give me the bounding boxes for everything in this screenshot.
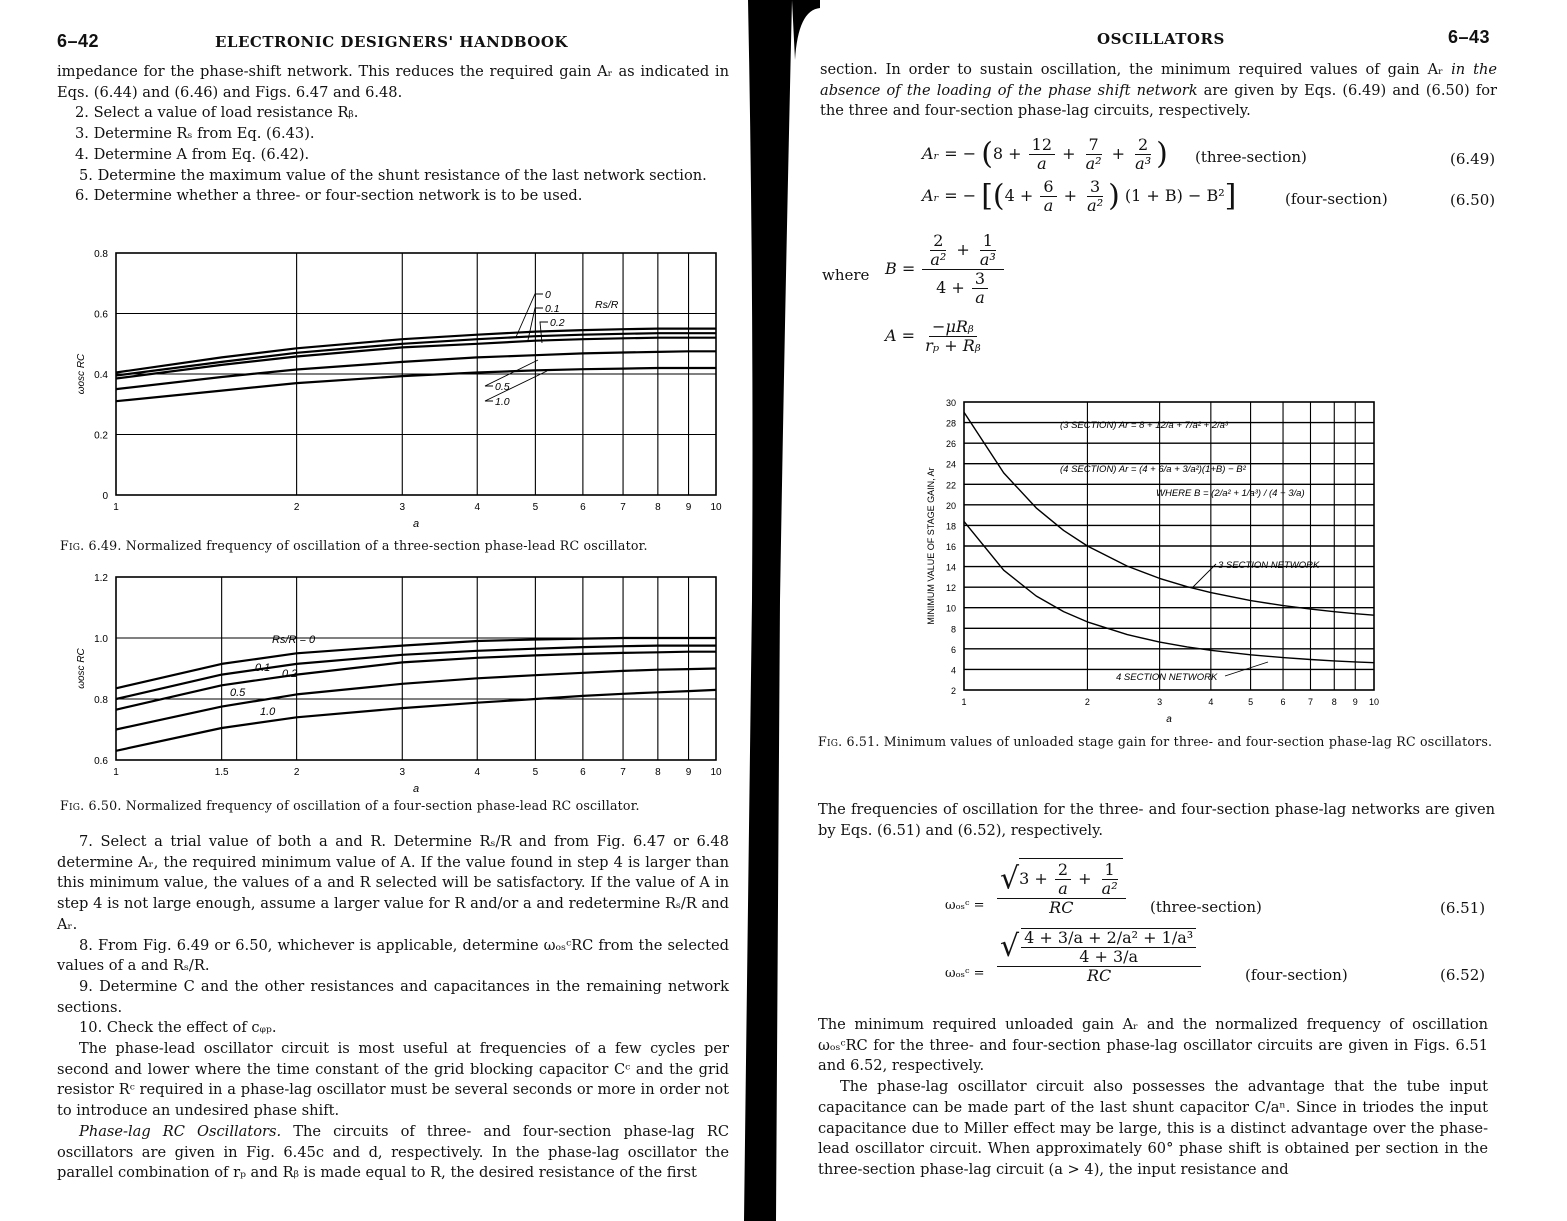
x-tick-label: 4	[474, 502, 481, 513]
series-label: 0.1	[545, 303, 560, 315]
page-number-right: 6–43	[1448, 27, 1491, 47]
step-4: 4. Determine A from Eq. (6.42).	[75, 145, 310, 163]
eqB-lhs: B =	[885, 259, 916, 278]
eqB-nad: a²	[930, 250, 947, 269]
fig-6-50-caption-prefix: Fig. 6.50.	[60, 798, 122, 813]
step-7: 7. Select a trial value of both a and R. Determine Rₛ/R and from Fig. 6.47 or 6.48 determine Aᵣ, the required minimum value of A. If the value found in step 4 is larger than this minimum value, the values of a and R selected will be satisfactory. If the value of A in step 4 is not large enough, assume a larger value for R and/or a and redetermine Rₛ/R and Aᵣ.	[57, 833, 729, 933]
eq651-rn2: 1	[1102, 861, 1118, 880]
eq652-number: (6.52)	[1440, 966, 1486, 984]
series-label: 3 SECTION NETWORK	[1218, 560, 1320, 571]
eq649-label: (three-section)	[1195, 148, 1307, 166]
leader-line	[1192, 564, 1216, 588]
y-tick-label: 16	[945, 542, 956, 552]
series-label: 0.5	[230, 687, 246, 699]
intro-paragraph: impedance for the phase-shift network. This reduces the required gain Aᵣ as indicated in Eqs. (6.44) and (6.46) and Figs. 6.47 and 6.48.	[57, 63, 729, 101]
eq651-label: (three-section)	[1150, 898, 1262, 916]
left-bottom-text	[57, 832, 729, 1184]
x-tick-label: 2	[1084, 697, 1090, 707]
y-tick-label: 2	[950, 686, 956, 696]
eq652-rden: 4 + 3/a	[1079, 947, 1139, 966]
eq650-tail: (1 + B) − B²	[1124, 186, 1225, 205]
chart-fig-6-49	[60, 240, 740, 530]
x-tick-label: 1.5	[214, 767, 229, 778]
eq649-n3: 2	[1135, 136, 1151, 155]
x-tick-label: 8	[1331, 697, 1337, 707]
step-2: 2. Select a value of load resistance Rᵦ.	[75, 104, 359, 122]
eqA-num: −μRᵦ	[929, 318, 977, 337]
fig-6-49-caption-prefix: Fig. 6.49.	[60, 538, 122, 553]
equation-B	[885, 232, 1006, 307]
y-tick-label: 4	[950, 665, 956, 676]
eqA-den: rₚ + Rᵦ	[925, 336, 981, 355]
step-10: 10. Check the effect of cᵩₚ.	[79, 1019, 277, 1037]
x-tick-label: 7	[620, 767, 626, 778]
y-tick-label: 20	[945, 500, 956, 511]
eq652-rnum: 4 + 3/a + 2/a² + 1/a³	[1021, 929, 1196, 948]
y-axis-label: ωosc RC	[76, 353, 87, 395]
y-tick-label: 18	[945, 521, 956, 532]
y-tick-label: 0.6	[94, 309, 108, 321]
series-label: 4 SECTION NETWORK	[1116, 672, 1218, 683]
x-tick-label: 6	[580, 767, 586, 778]
y-tick-label: 26	[945, 439, 956, 450]
y-axis-label: MINIMUM VALUE OF STAGE GAIN, Ar	[926, 467, 936, 625]
y-tick-label: 14	[945, 562, 956, 573]
eq649-n2: 7	[1086, 136, 1102, 155]
chart-annotation: (3 SECTION) Ar = 8 + 12/a + 7/a² + 2/a³	[1060, 420, 1229, 431]
paragraph-3: The minimum required unloaded gain Aᵣ and the normalized frequency of oscillation ωₒₛᶜRC for the three- and four-section phase-lag oscillator circuits are given in Figs. 6.51 and 6.52, respectively.	[818, 1016, 1488, 1075]
x-tick-label: 5	[532, 767, 539, 778]
eq650-n2: 3	[1087, 178, 1103, 197]
phase-lag-heading: Phase-lag RC Oscillators.	[79, 1122, 282, 1140]
equation-6-52	[995, 928, 1203, 985]
eq651-rd1: a	[1058, 879, 1068, 898]
x-tick-label: 9	[685, 767, 692, 778]
series-label: 0.5	[495, 381, 510, 393]
x-tick-label: 2	[293, 502, 300, 513]
page-number-left: 6–42	[57, 31, 100, 51]
series-line-1-0	[116, 368, 716, 401]
eq649-t0: 8 +	[992, 144, 1022, 163]
eq649-plus2: +	[1111, 144, 1126, 163]
y-tick-label: 0.8	[94, 695, 108, 706]
eqB-denominator	[933, 270, 993, 307]
eq651-den: RC	[1049, 898, 1074, 917]
running-head-left: ELECTRONIC DESIGNERS' HANDBOOK	[215, 33, 568, 51]
y-tick-label: 1.2	[94, 573, 108, 584]
x-tick-label: 7	[1307, 697, 1313, 707]
series-line-0-2	[116, 652, 716, 710]
eq652-label: (four-section)	[1245, 966, 1348, 984]
eq650-n1: 6	[1040, 178, 1056, 197]
fig-6-50-caption-text: Normalized frequency of oscillation of a four-section phase-lead RC oscillator.	[125, 798, 640, 813]
y-tick-label: 8	[950, 624, 956, 635]
x-tick-label: 1	[113, 767, 119, 778]
x-tick-label: 8	[655, 502, 661, 513]
series-label: Rs/R = 0	[272, 634, 316, 646]
equation-6-51	[995, 858, 1128, 917]
eqB-dn: 3	[972, 270, 988, 289]
equation-6-50: Aᵣ = − [(4 + $\frac{6}{a}$ + $\frac{3}{\text{a²}}$ ) (1 + B) − B²]	[922, 177, 1237, 215]
p1-start: section. In order to sustain oscillation, the minimum required values of gain Aᵣ	[820, 61, 1452, 78]
x-tick-label: 1	[113, 502, 119, 513]
series-label: 1.0	[495, 396, 510, 408]
eq649-plus1: +	[1062, 144, 1076, 163]
fig-6-51-caption	[818, 734, 1493, 750]
eqB-dd: a	[975, 288, 985, 307]
fig-6-49-caption-text: Normalized frequency of oscillation of a three-section phase-lead RC oscillator.	[125, 538, 648, 553]
eq650-lhs: Aᵣ = −	[922, 186, 977, 205]
p1-end: are given by Eqs. (6.49) and (6.50) for the three and four-section phase-lag circuits, respectively.	[820, 81, 1497, 120]
x-tick-label: 3	[399, 502, 406, 513]
equation-A	[885, 318, 986, 355]
fig-6-50-caption	[60, 798, 740, 814]
series-line-0-5	[116, 351, 716, 389]
chart-fig-6-51	[920, 392, 1380, 727]
x-tick-label: 5	[532, 502, 539, 513]
x-tick-label: 9	[1352, 697, 1358, 707]
eq652-numerator: √ $\frac{\text{4 + 3/a + 2/a² + 1/a³}}{4 + 3/a}$	[997, 928, 1201, 967]
eqB-plus: +	[956, 240, 970, 259]
fig-6-51-caption-prefix: Fig. 6.51.	[818, 734, 880, 749]
step-3: 3. Determine Rₛ from Eq. (6.43).	[75, 125, 315, 143]
eq651-number: (6.51)	[1440, 899, 1486, 917]
right-paragraph-2: The frequencies of oscillation for the three- and four-section phase-lag networks are given by Eqs. (6.51) and (6.52), respectively.	[818, 801, 1495, 839]
x-axis-label: a	[1166, 714, 1172, 725]
chart-annotation: WHERE B = (2/a² + 1/a³) / (4 + 3/a)	[1156, 488, 1305, 499]
y-tick-label: 1.0	[94, 634, 108, 645]
series-label: 0	[545, 289, 551, 301]
eq651-numerator: √3 + $\frac{2}{a}$ + $\frac{1}{\text{a²}}$	[997, 858, 1126, 899]
y-tick-label: 0.2	[94, 430, 108, 442]
y-tick-label: 10	[945, 603, 956, 614]
y-tick-label: 22	[945, 480, 956, 491]
equation-6-49: Aᵣ = − (8 + $\frac{12}{a}$ + $\frac{7}{\text{a²}}$ + $\frac{2}{\text{a³}}$ )	[922, 135, 1168, 173]
x-tick-label: 2	[293, 767, 300, 778]
x-tick-label: 10	[1368, 697, 1380, 707]
paragraph-4: The phase-lag oscillator circuit also possesses the advantage that the tube input capacitance can be made part of the last shunt capacitor C/aⁿ. Since in triodes the input capacitance due to Miller effect may be large, this is a distinct advantage over the phase-lead oscillator circuit. When approximately 60° phase shift is obtained per section in the three-section phase-lag circuit (a > 4), the input resistance and	[818, 1078, 1488, 1178]
eq650-plus: +	[1063, 186, 1078, 205]
right-paragraph-1	[820, 60, 1497, 122]
x-tick-label: 5	[1248, 697, 1254, 707]
eq651-lhs: ωₒₛᶜ =	[945, 898, 985, 913]
series-label: 0.2	[550, 317, 565, 329]
phase-lag-text: The circuits of three- and four-section phase-lag RC oscillators are given in Fig. 6.45c and d, respectively. In the phase-lag oscillator the parallel combination of rₚ and Rᵦ is made equal to R, the desired resistance of the first	[57, 1122, 729, 1182]
eq651-rn1: 2	[1055, 861, 1071, 880]
left-page	[0, 0, 745, 1221]
series-label: 1.0	[260, 706, 276, 718]
eq651-rd2: a²	[1101, 879, 1118, 898]
y-tick-label: 0	[102, 491, 108, 502]
where-label: where	[822, 266, 870, 284]
eq652-lhs: ωₒₛᶜ =	[945, 966, 985, 981]
eqB-numerator	[922, 232, 1004, 270]
right-page	[800, 0, 1567, 1221]
x-tick-label: 10	[710, 502, 722, 513]
eqB-na: 2	[930, 232, 946, 251]
paragraph-phase-lag	[57, 1122, 729, 1184]
right-bottom-text	[818, 1015, 1488, 1181]
x-tick-label: 4	[1208, 697, 1214, 707]
series-line-4-section-network	[964, 521, 1374, 662]
eq649-lhs: Aᵣ = −	[922, 144, 977, 163]
y-tick-label: 12	[945, 583, 956, 594]
eq649-number: (6.49)	[1450, 150, 1496, 168]
eq650-number: (6.50)	[1450, 191, 1496, 209]
y-tick-label: 0.4	[94, 370, 108, 381]
eq651-r0: 3 +	[1019, 869, 1048, 888]
running-head-right: OSCILLATORS	[1097, 30, 1225, 48]
legend-title: Rs/R	[595, 299, 619, 311]
y-tick-label: 24	[945, 459, 956, 470]
eq651-plus: +	[1078, 869, 1092, 888]
eq649-d1: a	[1037, 154, 1047, 173]
eq650-d2: a²	[1087, 196, 1104, 215]
y-axis-label: ωosc RC	[76, 648, 87, 689]
series-label: 0.2	[282, 668, 298, 680]
x-tick-label: 4	[474, 767, 481, 778]
step-9: 9. Determine C and the other resistances and capacitances in the remaining network sections.	[57, 977, 729, 1016]
eq650-d1: a	[1043, 196, 1054, 215]
x-tick-label: 9	[685, 502, 692, 513]
x-tick-label: 3	[399, 767, 406, 778]
eq650-label: (four-section)	[1285, 190, 1388, 208]
eqB-nb: 1	[980, 232, 996, 251]
eq649-d3: a³	[1135, 154, 1152, 173]
left-top-text	[57, 62, 729, 207]
step-8: 8. From Fig. 6.49 or 6.50, whichever is applicable, determine ωₒₛᶜRC from the selected values of a and Rₛ/R.	[57, 936, 729, 975]
step-6: 6. Determine whether a three- or four-section network is to be used.	[75, 187, 583, 205]
eq650-t0: 4 +	[1004, 186, 1034, 205]
step-5: 5. Determine the maximum value of the shunt resistance of the last network section.	[79, 166, 707, 184]
paragraph-phase-lead: The phase-lead oscillator circuit is most useful at frequencies of a few cycles per second and lower where the time constant of the grid blocking capacitor Cᶜ and the grid resistor Rᶜ required in a phase-lag oscillator must be several seconds or more in order not to introduce an undesired phase shift.	[57, 1040, 729, 1120]
eq649-d2: a²	[1085, 154, 1102, 173]
x-axis-label: a	[412, 518, 420, 530]
y-tick-label: 6	[950, 644, 956, 655]
p1-italic: in the absence of the loading of the phase shift network	[820, 61, 1498, 99]
fig-6-51-caption-text: Minimum values of unloaded stage gain for three- and four-section phase-lag RC oscillators.	[883, 734, 1493, 749]
eqB-den: 4 +	[936, 278, 965, 297]
series-label: 0.1	[255, 662, 271, 674]
x-tick-label: 10	[710, 767, 722, 778]
x-axis-label: a	[412, 783, 420, 795]
x-tick-label: 6	[580, 502, 586, 513]
fig-6-49-caption	[60, 538, 740, 554]
chart-annotation: (4 SECTION) Ar = (4 + 6/a + 3/a²)(1+B) − B²	[1060, 464, 1246, 475]
x-tick-label: 7	[620, 502, 626, 513]
eqB-nbd: a³	[979, 250, 996, 269]
x-tick-label: 3	[1157, 697, 1163, 707]
eqA-lhs: A =	[885, 326, 916, 345]
y-tick-label: 0.6	[94, 756, 108, 767]
y-tick-label: 30	[945, 398, 956, 408]
eq652-den: RC	[1086, 966, 1112, 985]
chart-fig-6-50	[60, 565, 740, 795]
y-tick-label: 28	[945, 418, 956, 429]
x-tick-label: 8	[655, 767, 661, 778]
x-tick-label: 6	[1280, 697, 1286, 707]
x-tick-label: 1	[961, 697, 967, 707]
y-tick-label: 0.8	[94, 249, 108, 260]
eq649-n1: 12	[1029, 136, 1055, 155]
